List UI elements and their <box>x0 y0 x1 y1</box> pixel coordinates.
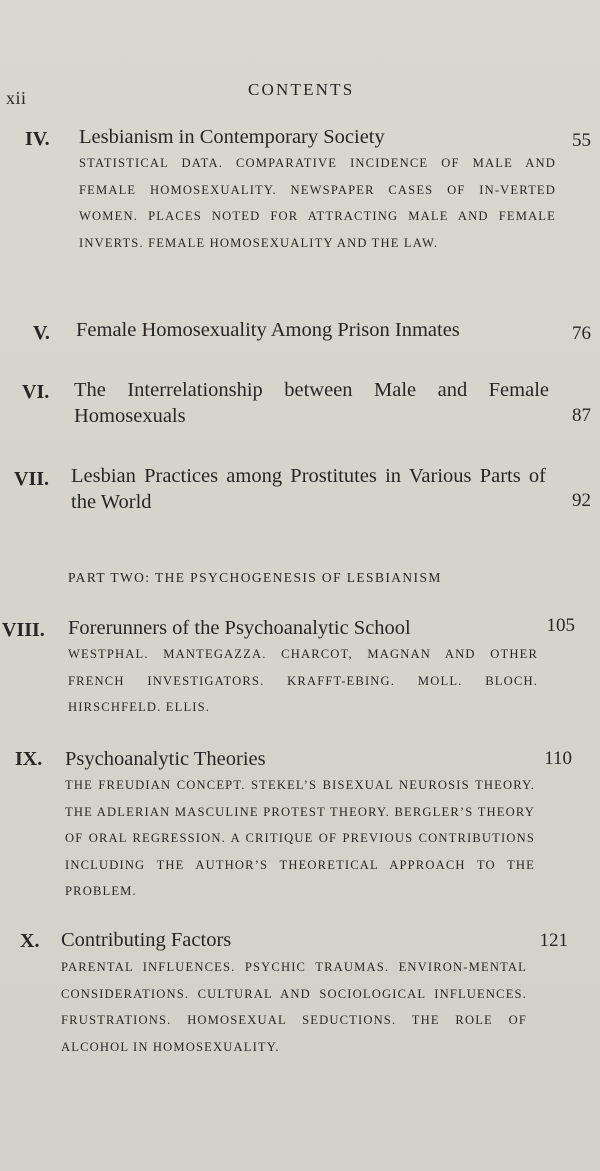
chapter-title: The Interrelationship between Male and Female Homosexuals <box>74 379 549 427</box>
chapter-page-number: 121 <box>539 930 568 951</box>
chapter-page-number: 87 <box>572 405 591 426</box>
chapter-numeral: IV. <box>25 128 50 150</box>
chapter-numeral: V. <box>33 322 50 344</box>
chapter-title: Psychoanalytic Theories <box>65 748 266 770</box>
chapter-page-number: 110 <box>544 748 572 769</box>
chapter-summary: PARENTAL INFLUENCES. PSYCHIC TRAUMAS. ENVIRON-MENTAL CONSIDERATIONS. CULTURAL AND SOCIOLOGICAL INFLUENCES. FRUSTRATIONS. HOMOSEXUAL SEDUCTIONS. THE ROLE OF ALCOHOL IN HOMOSEXUALITY. <box>61 960 527 1054</box>
chapter-summary: THE FREUDIAN CONCEPT. STEKEL’S BISEXUAL NEUROSIS THEORY. THE ADLERIAN MASCULINE PROTEST THEORY. BERGLER’S THEORY OF ORAL REGRESSION. A CRITIQUE OF PREVIOUS CONTRIBUTIONS INCLUDING THE AUTHOR’S THEORETICAL APPROACH TO THE PROBLEM. <box>65 778 535 898</box>
chapter-numeral: IX. <box>15 748 43 770</box>
running-head: CONTENTS <box>248 80 355 99</box>
chapter-numeral: VI. <box>22 381 50 403</box>
chapter-numeral: X. <box>20 930 40 952</box>
page-number: xii <box>6 88 27 108</box>
chapter-title: Lesbian Practices among Prostitutes in Various Parts of the World <box>71 465 546 513</box>
chapter-title: Forerunners of the Psychoanalytic School <box>68 617 411 639</box>
chapter-summary: WESTPHAL. MANTEGAZZA. CHARCOT, MAGNAN AND OTHER FRENCH INVESTIGATORS. KRAFFT-EBING. MOLL. BLOCH. HIRSCHFELD. ELLIS. <box>68 647 538 714</box>
chapter-numeral: VIII. <box>2 619 45 641</box>
chapter-numeral: VII. <box>14 468 50 490</box>
chapter-title: Contributing Factors <box>61 929 232 951</box>
chapter-page-number: 55 <box>572 130 591 151</box>
chapter-summary: STATISTICAL DATA. COMPARATIVE INCIDENCE OF MALE AND FEMALE HOMOSEXUALITY. NEWSPAPER CASES OF IN-VERTED WOMEN. PLACES NOTED FOR ATTRACTING MALE AND FEMALE INVERTS. FEMALE HOMOSEXUALITY AND THE LAW. <box>79 156 556 250</box>
chapter-title: Lesbianism in Contemporary Society <box>79 126 385 148</box>
part-two-heading: PART TWO: THE PSYCHOGENESIS OF LESBIANISM <box>68 570 442 585</box>
chapter-page-number: 105 <box>546 615 575 636</box>
chapter-page-number: 92 <box>572 490 591 511</box>
chapter-title: Female Homosexuality Among Prison Inmates <box>76 319 460 341</box>
chapter-page-number: 76 <box>572 323 591 344</box>
